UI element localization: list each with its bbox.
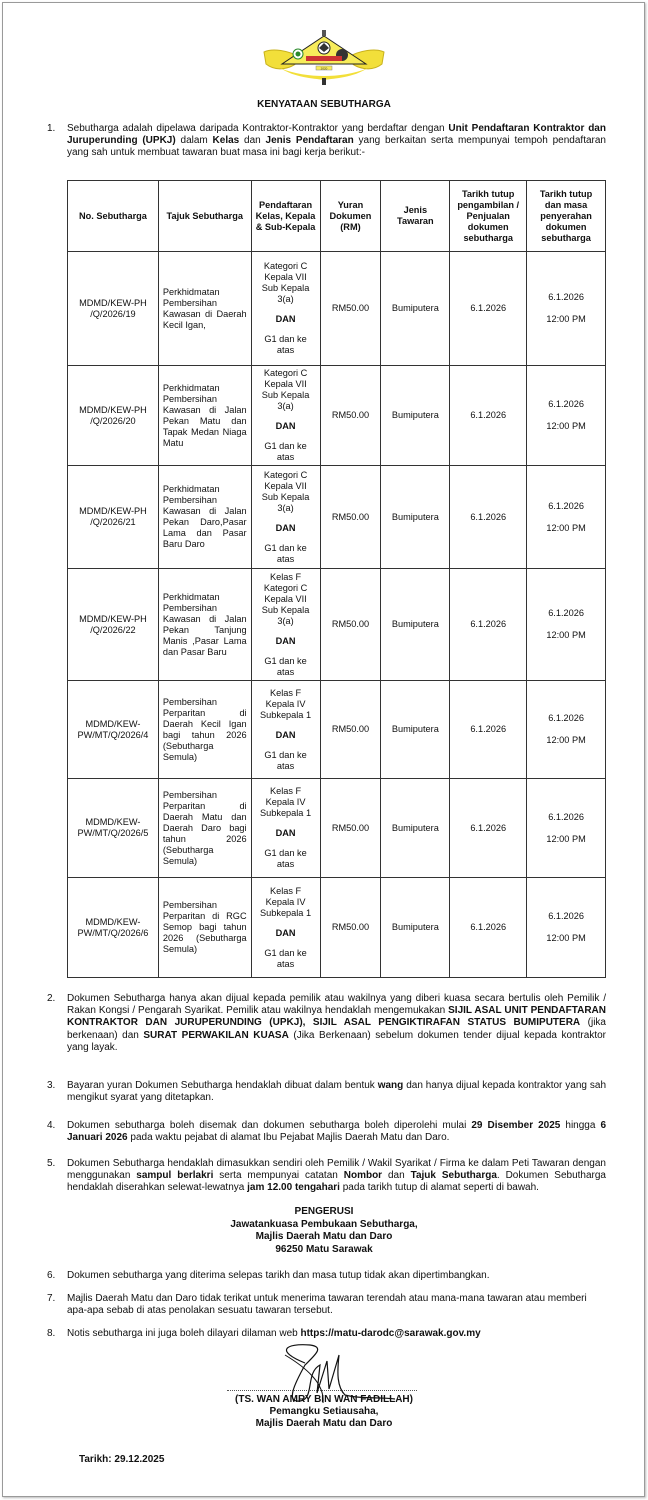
- sale-closing-date: 6.1.2026: [450, 569, 527, 681]
- bold-text: SIJIL ASAL UNIT PENDAFTARAN KONTRAKTOR DAN JURUPERUNDING (UPKJ), SIJIL ASAL PENGIKTIRAFAN STATUS BUMIPUTERA: [67, 1005, 606, 1029]
- tender-title: Perkhidmatan Pembersihan Kawasan di Daerah Kecil Igan,: [158, 252, 251, 366]
- registration-grade: G1 dan ke atas: [264, 441, 307, 462]
- text-segment: (Jika Berkenaan) sebelum dokumen tender dijual kepada kontraktor yang layak.: [67, 1029, 606, 1053]
- paragraph-number: 1.: [47, 123, 56, 134]
- submission-closing: [527, 366, 606, 466]
- spacer: [256, 432, 316, 441]
- closing-date: 6.1.2026: [548, 811, 584, 822]
- closing-date: 6.1.2026: [548, 500, 584, 511]
- signatory-block: [0, 1394, 648, 1430]
- text-segment: Dokumen Sebutharga hanya akan dijual kepada pemilik atau wakilnya yang diberi kuasa secara bertulis oleh Pemilik / Rakan Kongsi / Pengarah Syarikat. Pemilik atau wakilnya hendaklah mengemukakan: [67, 993, 606, 1017]
- sale-closing-date: 6.1.2026: [450, 878, 527, 978]
- document-fee: RM50.00: [320, 252, 381, 366]
- paragraph-number: 6.: [47, 1270, 56, 1281]
- registration-class: [251, 366, 320, 466]
- text-segment: Dokumen Sebutharga hendaklah dimasukkan sendiri oleh Pemilik / Wakil Syarikat / Firma ke dalam Peti Tawaran dengan menggunakan: [67, 1158, 606, 1182]
- address-line: 96250 Matu Sarawak: [275, 1243, 373, 1255]
- tender-title: Pembersihan Perparitan di Daerah Matu dan Daerah Daro bagi tahun 2026 (Sebutharga Semula): [158, 779, 251, 878]
- bold-text: 29 Disember 2025: [471, 1120, 561, 1131]
- closing-time: 12:00 PM: [546, 933, 586, 943]
- spacer: [256, 534, 316, 543]
- closing-time: 12:00 PM: [546, 833, 586, 844]
- tender-title: Perkhidmatan Pembersihan Kawasan di Jalan Pekan Tanjung Manis ,Pasar Lama dan Pasar Baru: [158, 569, 251, 681]
- registration-grade: G1 dan ke atas: [264, 542, 307, 564]
- tender-type: Bumiputera: [381, 878, 450, 978]
- table-row: [68, 569, 606, 681]
- paragraph-1: [47, 123, 606, 160]
- registration-and: DAN: [275, 828, 296, 838]
- text-segment: hingga: [560, 1120, 601, 1131]
- table-row: [68, 878, 606, 978]
- registration-and: DAN: [275, 927, 296, 938]
- closing-date: 6.1.2026: [548, 608, 584, 618]
- document-fee: RM50.00: [320, 681, 381, 779]
- document-fee: RM50.00: [320, 569, 381, 681]
- registration-heads: Kelas F Kepala IV Subkepala 1: [260, 885, 312, 918]
- paragraph-number: 3.: [47, 1080, 56, 1091]
- text-segment: dan: [382, 1170, 411, 1182]
- text-segment: serta mempunyai catatan: [213, 1170, 344, 1182]
- text-segment: (jika berkenaan) dan: [67, 1017, 606, 1041]
- spacer: [256, 919, 316, 928]
- paragraph-6: [47, 1270, 606, 1282]
- tender-number: MDMD/KEW-PH /Q/2026/20: [68, 366, 159, 466]
- text-segment: dan: [239, 135, 266, 147]
- text-segment: Dokumen sebutharga yang diterima selepas tarikh dan masa tutup tidak akan dipertimbangkan.: [67, 1270, 490, 1281]
- signatory-name: (TS. WAN AMRY BIN WAN FADILLAH): [235, 1394, 413, 1405]
- table-row: [68, 466, 606, 569]
- bold-text: wang: [377, 1080, 404, 1091]
- bold-text: jam 12.00 tengahari: [247, 1182, 340, 1194]
- submission-closing: [527, 569, 606, 681]
- spacer: [256, 741, 316, 750]
- bold-text: Tajuk Sebutharga: [410, 1170, 497, 1182]
- submission-closing: [527, 779, 606, 878]
- tender-type: Bumiputera: [381, 569, 450, 681]
- registration-heads: Kategori C Kepala VII Sub Kepala 3(a): [261, 469, 310, 513]
- sale-closing-date: 6.1.2026: [450, 366, 527, 466]
- tender-type: Bumiputera: [381, 366, 450, 466]
- closing-time: 12:00 PM: [546, 522, 586, 533]
- tender-table: [67, 180, 606, 978]
- document-date: Tarikh: 29.12.2025: [79, 1454, 165, 1465]
- registration-heads: Kelas F Kategori C Kepala VII Sub Kepala 3(a): [261, 571, 310, 626]
- tender-title: Perkhidmatan Pembersihan Kawasan di Jalan Pekan Matu dan Tapak Medan Niaga Matu: [158, 366, 251, 466]
- registration-class: [251, 779, 320, 878]
- tender-title: Pembersihan Perparitan di Daerah Kecil Igan bagi tahun 2026 (Sebutharga Semula): [158, 681, 251, 779]
- signatory-org: Majlis Daerah Matu dan Daro: [255, 1418, 393, 1429]
- tender-number: MDMD/KEW-PH /Q/2026/19: [68, 252, 159, 366]
- text-segment: dalam: [175, 135, 213, 147]
- closing-date: 6.1.2026: [548, 399, 584, 409]
- bold-text: 6 Januari 2026: [67, 1120, 606, 1144]
- tender-title: Perkhidmatan Pembersihan Kawasan di Jalan Pekan Daro,Pasar Lama dan Pasar Baru Daro: [158, 466, 251, 569]
- registration-grade: G1 dan ke atas: [264, 848, 307, 869]
- tender-type: Bumiputera: [381, 466, 450, 569]
- tender-number: MDMD/KEW-PH /Q/2026/21: [68, 466, 159, 569]
- spacer: [256, 647, 316, 656]
- registration-heads: Kelas F Kepala IV Subkepala 1: [260, 687, 312, 720]
- paragraph-7: [47, 1293, 606, 1317]
- tender-title: Pembersihan Perparitan di RGC Semop bagi tahun 2026 (Sebutharga Semula): [158, 878, 251, 978]
- spacer: [256, 305, 316, 314]
- registration-heads: Kelas F Kepala IV Subkepala 1: [260, 786, 312, 818]
- bold-text: Jenis Pendaftaran: [265, 135, 354, 147]
- text-segment: . Dokumen Sebutharga hendaklah diserahkan selewat-lewatnya: [67, 1170, 606, 1194]
- closing-time: 12:00 PM: [546, 630, 586, 640]
- text-segment: Dokumen sebutharga boleh disemak dan dokumen sebutharga boleh diperolehi mulai: [67, 1120, 472, 1131]
- closing-time: 12:00 PM: [546, 421, 586, 431]
- tender-type: Bumiputera: [381, 779, 450, 878]
- paragraph-8: [47, 1328, 606, 1340]
- bold-text: https://matu-darodc@sarawak.gov.my: [300, 1328, 481, 1339]
- bold-text: Unit Pendaftaran Kontraktor dan Juruperunding (UPKJ): [67, 123, 606, 147]
- registration-and: DAN: [275, 522, 296, 533]
- registration-grade: G1 dan ke atas: [264, 334, 307, 355]
- document-title: KENYATAAN SEBUTHARGA: [257, 99, 391, 110]
- closing-time: 12:00 PM: [546, 735, 586, 745]
- sale-closing-date: 6.1.2026: [450, 681, 527, 779]
- bold-text: Kelas: [212, 135, 240, 147]
- registration-class: [251, 466, 320, 569]
- tender-type: Bumiputera: [381, 681, 450, 779]
- text-segment: yang berkaitan serta mempunyai tempoh pendaftaran yang sah untuk membuat tawaran buat masa ini bagi kerja berikut:-: [67, 135, 606, 159]
- registration-and: DAN: [275, 635, 296, 646]
- table-row: [68, 779, 606, 878]
- registration-and: DAN: [275, 421, 296, 431]
- text-segment: dan hanya dijual kepada kontraktor yang sah mengikut syarat yang ditetapkan.: [67, 1080, 607, 1104]
- column-header: Pendaftaran Kelas, Kepala & Sub-Kepala: [251, 181, 320, 252]
- closing-time: 12:00 PM: [546, 314, 586, 324]
- registration-class: [251, 252, 320, 366]
- table-row: [68, 681, 606, 779]
- sale-closing-date: 6.1.2026: [450, 779, 527, 878]
- table-row: [68, 252, 606, 366]
- text-segment: Notis sebutharga ini juga boleh dilayari dilaman web: [67, 1328, 301, 1339]
- spacer: [256, 839, 316, 848]
- tender-number: MDMD/KEW-PW/MT/Q/2026/4: [68, 681, 159, 779]
- column-header: Tarikh tutup dan masa penyerahan dokumen sebutharga: [527, 181, 606, 252]
- paragraph-number: 8.: [47, 1328, 56, 1339]
- text-segment: Majlis Daerah Matu dan Daro tidak terikat untuk menerima tawaran terendah atau mana-mana tawaran atau memberi apa-apa sebab di atas penolakan sesuatu tawaran tersebut.: [67, 1293, 587, 1317]
- paragraph-number: 5.: [47, 1158, 56, 1169]
- paragraph-4: [47, 1120, 606, 1144]
- spacer: [256, 412, 316, 421]
- spacer: [256, 627, 316, 636]
- registration-grade: G1 dan ke atas: [264, 947, 307, 969]
- text-segment: pada tarikh tutup di alamat seperti di bawah.: [339, 1182, 539, 1194]
- registration-class: [251, 569, 320, 681]
- paragraph-2: [47, 993, 606, 1054]
- tender-number: MDMD/KEW-PW/MT/Q/2026/5: [68, 779, 159, 878]
- column-header: Jenis Tawaran: [381, 181, 450, 252]
- registration-and: DAN: [275, 729, 296, 740]
- column-header: Yuran Dokumen (RM): [320, 181, 381, 252]
- registration-grade: G1 dan ke atas: [264, 749, 307, 771]
- registration-heads: Kategori C Kepala VII Sub Kepala 3(a): [261, 261, 310, 304]
- document-fee: RM50.00: [320, 366, 381, 466]
- registration-and: DAN: [275, 314, 296, 324]
- table-row: [68, 366, 606, 466]
- text-segment: Sebutharga adalah dipelawa daripada Kontraktor-Kontraktor yang berdaftar dengan: [67, 123, 449, 134]
- sale-closing-date: 6.1.2026: [450, 466, 527, 569]
- text-segment: pada waktu pejabat di alamat Ibu Pejabat Majlis Daerah Matu dan Daro.: [127, 1132, 450, 1144]
- address-line: PENGERUSI: [294, 1206, 354, 1217]
- closing-date: 6.1.2026: [548, 911, 584, 921]
- column-header: Tajuk Sebutharga: [158, 181, 251, 252]
- spacer: [256, 514, 316, 523]
- column-header: No. Sebutharga: [68, 181, 159, 252]
- submission-closing: [527, 878, 606, 978]
- spacer: [256, 721, 316, 730]
- bold-text: Nombor: [343, 1170, 383, 1182]
- spacer: [256, 325, 316, 334]
- tender-type: Bumiputera: [381, 252, 450, 366]
- paragraph-number: 2.: [47, 993, 56, 1004]
- registration-class: [251, 878, 320, 978]
- logo-year: 2020: [320, 66, 328, 71]
- tender-number: MDMD/KEW-PW/MT/Q/2026/6: [68, 878, 159, 978]
- registration-class: [251, 681, 320, 779]
- submission-closing: [527, 466, 606, 569]
- document-fee: RM50.00: [320, 466, 381, 569]
- signature-line: [227, 1390, 417, 1391]
- paragraph-number: 4.: [47, 1120, 56, 1131]
- chairman-address: [0, 1206, 648, 1256]
- registration-grade: G1 dan ke atas: [264, 655, 307, 677]
- paragraph-3: [47, 1080, 607, 1104]
- document-fee: RM50.00: [320, 878, 381, 978]
- closing-date: 6.1.2026: [548, 713, 584, 723]
- tender-number: MDMD/KEW-PH /Q/2026/22: [68, 569, 159, 681]
- submission-closing: [527, 681, 606, 779]
- sale-closing-date: 6.1.2026: [450, 252, 527, 366]
- registration-heads: Kategori C Kepala VII Sub Kepala 3(a): [261, 368, 310, 411]
- text-segment: Bayaran yuran Dokumen Sebutharga hendaklah dibuat dalam bentuk: [67, 1080, 378, 1091]
- document-fee: RM50.00: [320, 779, 381, 878]
- column-header: Tarikh tutup pengambilan / Penjualan dokumen sebutharga: [450, 181, 527, 252]
- bold-text: SURAT PERWAKILAN KUASA: [143, 1029, 289, 1041]
- paragraph-5: [47, 1158, 606, 1195]
- council-logo: [262, 28, 386, 86]
- paragraph-number: 7.: [47, 1293, 56, 1304]
- address-line: Majlis Daerah Matu dan Daro: [255, 1231, 393, 1242]
- bold-text: sampul berlakri: [136, 1170, 214, 1182]
- signatory-title: Pemangku Setiausaha,: [269, 1406, 379, 1417]
- address-line: Jawatankuasa Pembukaan Sebutharga,: [230, 1218, 418, 1230]
- spacer: [256, 939, 316, 948]
- closing-date: 6.1.2026: [548, 292, 584, 302]
- submission-closing: [527, 252, 606, 366]
- spacer: [256, 819, 316, 828]
